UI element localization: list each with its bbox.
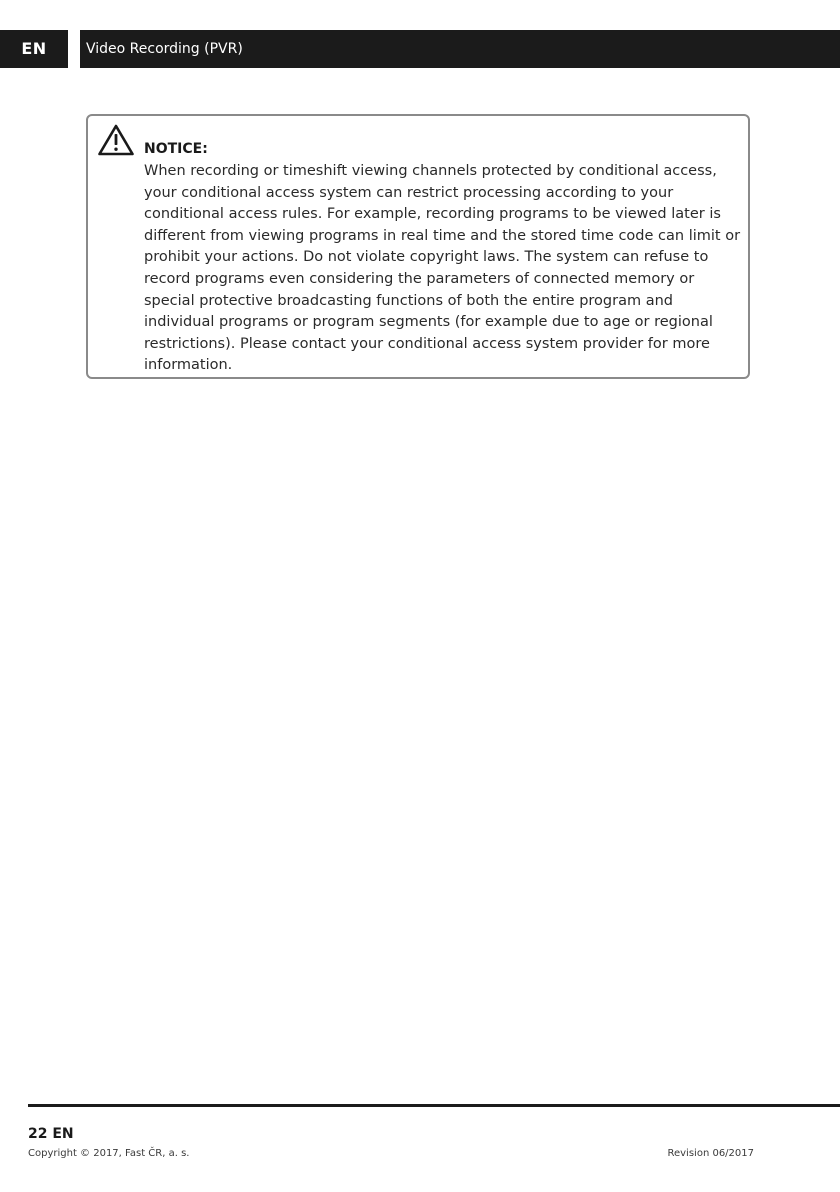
page-number: 22 EN (28, 1126, 74, 1142)
language-tag: EN (0, 30, 68, 68)
page-header (0, 30, 840, 68)
footer-divider (28, 1104, 840, 1107)
revision-text: Revision 06/2017 (667, 1148, 754, 1159)
warning-triangle-icon (97, 123, 135, 157)
notice-box (86, 114, 750, 379)
notice-title: NOTICE: (144, 141, 208, 157)
section-title: Video Recording (PVR) (80, 30, 840, 68)
copyright-text: Copyright © 2017, Fast ČR, a. s. (28, 1148, 190, 1159)
notice-body: When recording or timeshift viewing channels protected by conditional access, your conditional access system can restrict processing according to your conditional access rules. For example, recording programs to be viewed later is different from viewing programs in real time and the stored time code can limit or prohibit your actions. Do not violate copyright laws. The system can refuse to record programs even considering the parameters of connected memory or special protective broadcasting functions of both the entire program and individual programs or program segments (for example due to age or regional restrictions). Please contact your conditional access system provider for more information. (144, 163, 741, 374)
